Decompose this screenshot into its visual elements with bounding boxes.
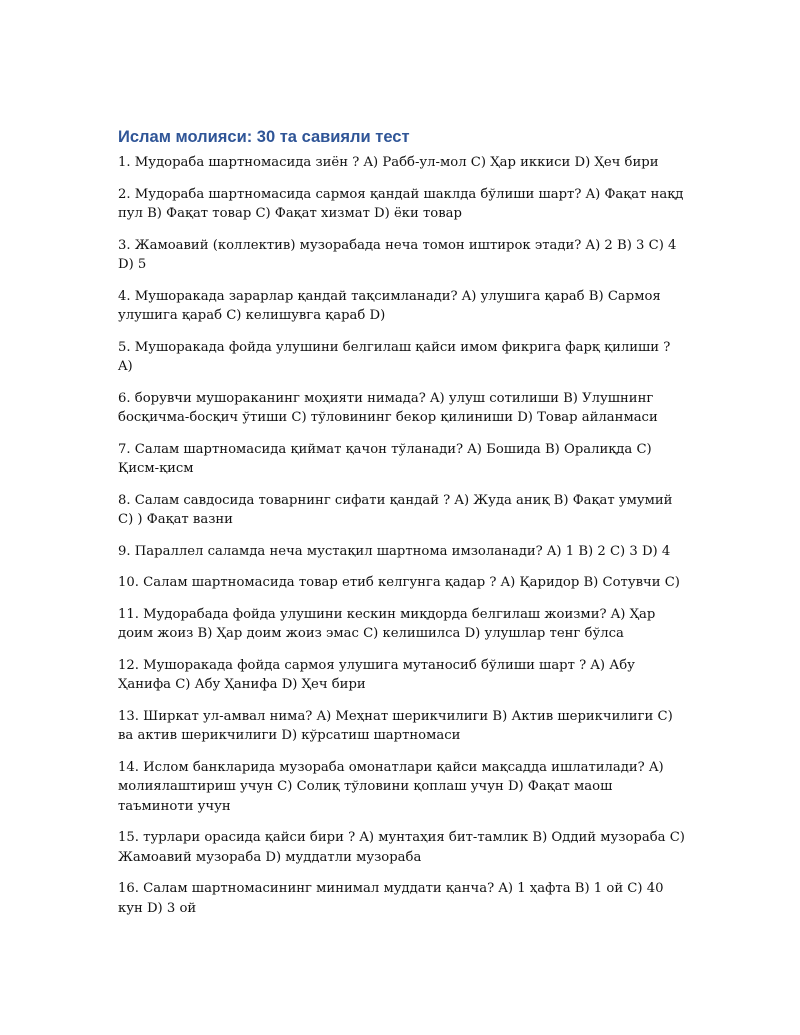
question-11: 11. Мудорабада фойда улушини кескин миқдорда белгилаш жоизми? A) Ҳар доим жоиз B) Ҳар доим жоиз эмас C) келишилса D) улушлар тенг бўлса [118, 606, 656, 641]
document-page [118, 127, 688, 930]
question-13: 13. Ширкат ул-амвал нима? A) Меҳнат шерикчилиги B) Актив шерикчилиги C) ва актив шерикчилиги D) кўрсатиш шартномаси [118, 708, 673, 743]
question-2: 2. Мудораба шартномасида сармоя қандай шаклда бўлиши шарт? A) Фақат нақд пул B) Фақат товар C) Фақат хизмат D) ёки товар [118, 186, 684, 221]
question-12: 12. Мушоракада фойда сармоя улушига мутаносиб бўлиши шарт ? A) Абу Ҳанифа C) Абу Ҳанифа D) Ҳеч бири [118, 657, 635, 692]
question-4: 4. Мушоракада зарарлар қандай тақсимланади? A) улушига қараб B) Сармоя улушига қараб C) келишувга қараб D) [118, 288, 661, 323]
question-3: 3. Жамоавий (коллектив) музорабада неча томон иштирок этади? A) 2 B) 3 C) 4 D) 5 [118, 237, 677, 272]
question-15: 15. турлари орасида қайси бири ? A) мунтаҳия бит-тамлик B) Оддий музораба C) Жамоавий музораба D) муддатли музораба [118, 830, 685, 865]
document-title: Ислам молияси: 30 та савияли тест [118, 128, 410, 146]
question-6: 6. борувчи мушораканинг моҳияти нимада? A) улуш сотилиши B) Улушнинг босқичма-босқич ўтиши C) тўловининг бекор қилиниши D) Товар айланмаси [118, 390, 658, 425]
question-9: 9. Параллел саламда неча мустақил шартнома имзоланади? A) 1 B) 2 C) 3 D) 4 [118, 543, 671, 559]
question-1: 1. Мудораба шартномасида зиён ? A) Рабб-ул-мол C) Ҳар иккиси D) Ҳеч бири [118, 155, 659, 170]
question-16: 16. Салам шартномасининг минимал муддати қанча? A) 1 ҳафта B) 1 ой C) 40 кун D) 3 ой [118, 881, 664, 916]
question-14: 14. Ислом банкларида музораба омонатлари қайси мақсадда ишлатилади? A) молиялаштириш учун C) Солиқ тўловини қоплаш учун D) Фақат маош таъминоти учун [118, 759, 664, 814]
question-8: 8. Салам савдосида товарнинг сифати қандай ? A) Жуда аниқ B) Фақат умумий C) ) Фақат вазни [118, 492, 673, 527]
question-7: 7. Салам шартномасида қиймат қачон тўланади? A) Бошида B) Оралиқда C) Қисм-қисм [118, 441, 652, 476]
question-5: 5. Мушоракада фойда улушини белгилаш қайси имом фикрига фарқ қилиши ? A) [118, 339, 671, 374]
question-10: 10. Салам шартномасида товар етиб келгунга қадар ? A) Қаридор B) Сотувчи C) [118, 575, 680, 590]
